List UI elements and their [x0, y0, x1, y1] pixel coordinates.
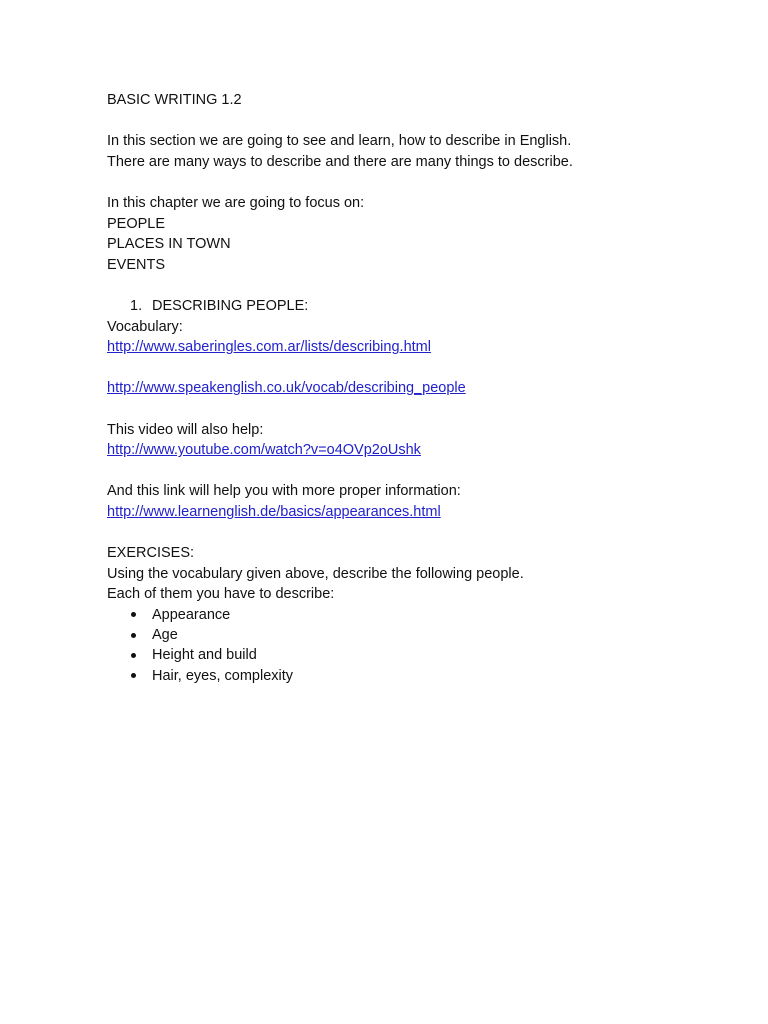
- spacer: [107, 522, 727, 543]
- spacer: [107, 399, 727, 420]
- list-item-text: Hair, eyes, complexity: [152, 667, 294, 684]
- link-learnenglish[interactable]: http://www.learnenglish.de/basics/appearances.html: [107, 503, 441, 520]
- spacer: [107, 111, 727, 132]
- link-speakenglish[interactable]: http://www.speakenglish.co.uk/vocab/describing_people: [107, 380, 466, 397]
- spacer: [107, 275, 727, 296]
- info-label: And this link will help you with more proper information:: [107, 483, 461, 500]
- section-number: 1.: [130, 297, 143, 314]
- link-youtube-video[interactable]: http://www.youtube.com/watch?v=o4OVp2oUshk: [107, 442, 421, 459]
- intro-line-2: There are many ways to describe and there are many things to describe.: [107, 153, 573, 170]
- list-item-text: Height and build: [152, 647, 257, 664]
- list-item: [107, 666, 727, 686]
- exercises-heading: EXERCISES:: [107, 545, 195, 562]
- document-page: [107, 90, 727, 686]
- intro-line-1: In this section we are going to see and learn, how to describe in English.: [107, 133, 572, 150]
- focus-item-events: EVENTS: [107, 256, 166, 273]
- link-saberingles[interactable]: http://www.saberingles.com.ar/lists/describing.html: [107, 339, 431, 356]
- spacer: [107, 172, 727, 193]
- exercises-instruction-1: Using the vocabulary given above, describe the following people.: [107, 565, 524, 582]
- list-item: [107, 645, 727, 665]
- spacer: [107, 358, 727, 379]
- vocabulary-label: Vocabulary:: [107, 318, 183, 335]
- document-title: BASIC WRITING 1.2: [107, 92, 242, 108]
- video-label: This video will also help:: [107, 421, 264, 438]
- focus-item-places: PLACES IN TOWN: [107, 236, 231, 253]
- list-item: [107, 605, 727, 625]
- list-item: [107, 625, 727, 645]
- focus-item-people: PEOPLE: [107, 215, 166, 232]
- list-item-text: Age: [152, 627, 178, 644]
- section-heading-text: DESCRIBING PEOPLE:: [152, 297, 309, 314]
- bullet-icon: [131, 653, 136, 658]
- section-heading: [107, 296, 727, 317]
- bullet-icon: [131, 633, 136, 638]
- exercise-list: [107, 605, 727, 686]
- bullet-icon: [131, 612, 136, 617]
- list-item-text: Appearance: [152, 606, 231, 623]
- focus-intro: In this chapter we are going to focus on:: [107, 194, 365, 211]
- exercises-instruction-2: Each of them you have to describe:: [107, 586, 335, 603]
- bullet-icon: [131, 673, 136, 678]
- spacer: [107, 461, 727, 482]
